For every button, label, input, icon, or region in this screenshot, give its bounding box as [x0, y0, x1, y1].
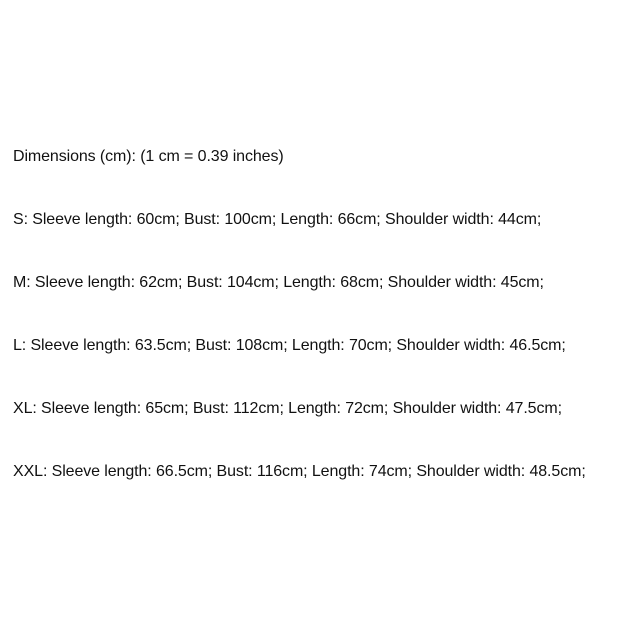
size-xl-row: XL: Sleeve length: 65cm; Bust: 112cm; Length: 72cm; Shoulder width: 47.5cm; — [13, 400, 562, 417]
size-m-row: M: Sleeve length: 62cm; Bust: 104cm; Length: 68cm; Shoulder width: 45cm; — [13, 274, 544, 291]
size-xxl-row: XXL: Sleeve length: 66.5cm; Bust: 116cm; Length: 74cm; Shoulder width: 48.5cm; — [13, 463, 586, 480]
size-l-row: L: Sleeve length: 63.5cm; Bust: 108cm; Length: 70cm; Shoulder width: 46.5cm; — [13, 337, 566, 354]
dimensions-heading: Dimensions (cm): (1 cm = 0.39 inches) — [13, 148, 284, 165]
size-chart-text — [13, 146, 638, 524]
size-s-row: S: Sleeve length: 60cm; Bust: 100cm; Length: 66cm; Shoulder width: 44cm; — [13, 211, 542, 228]
